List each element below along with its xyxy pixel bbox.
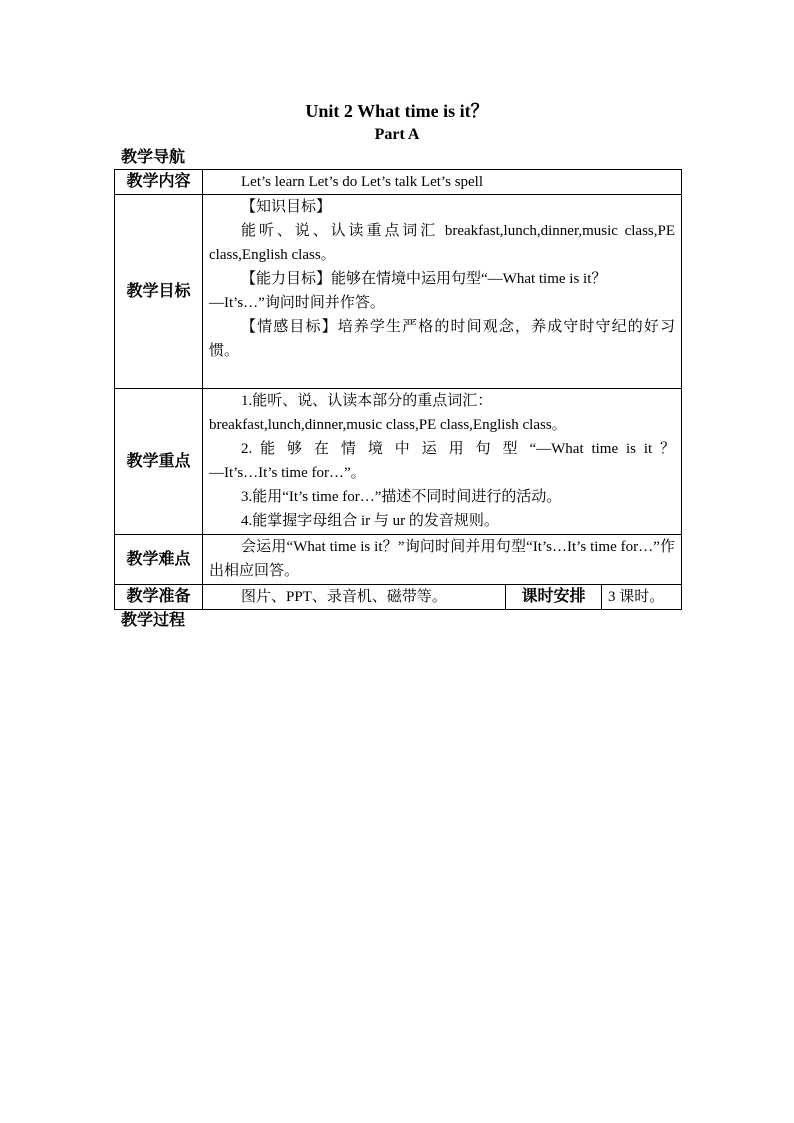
content-paragraph: Let’s learn Let’s do Let’s talk Let’s spell	[241, 174, 484, 190]
prep-paragraph: 图片、PPT、录音机、磁带等。	[241, 589, 447, 605]
document-title: Unit 2 What time is it？	[305, 101, 489, 121]
row-label-difficulty: 教学难点	[115, 535, 203, 585]
goals-ability-text: 【能力目标】能够在情境中运用句型“—What time is it？	[241, 271, 607, 287]
keypoint-3: 3.能用“It’s time for…”描述不同时间进行的活动。	[241, 489, 562, 505]
difficulty-text	[203, 535, 682, 585]
section-label-nav: 教学导航	[121, 149, 186, 166]
goals-knowledge-text: 能听、说、认读重点词汇 breakfast,lunch,dinner,music class,PE class,English class。	[209, 223, 676, 263]
lesson-plan-table	[114, 169, 682, 610]
difficulty-paragraph: 会运用“What time is it？”询问时间并用句型“It’s…It’s time for…”作出相应回答。	[209, 539, 676, 579]
keypoint-1: 1.能听、说、认读本部分的重点词汇：	[241, 393, 493, 409]
document-subtitle: Part A	[374, 126, 420, 143]
keypoint-2: 2. 能 够 在 情 境 中 运 用 句 型 “—What time is it ？	[241, 441, 676, 457]
keypoint-2-answer: —It’s…It’s time for…”。	[209, 465, 366, 481]
keypoints-text	[203, 389, 682, 535]
content-text	[203, 170, 682, 195]
goals-emotion-text: 【情感目标】培养学生严格的时间观念，养成守时守纪的好习惯。	[209, 319, 676, 359]
row-difficulty	[115, 535, 682, 585]
prep-text	[203, 585, 506, 610]
row-content	[115, 170, 682, 195]
row-label-content: 教学内容	[115, 170, 203, 195]
keypoint-4: 4.能掌握字母组合 ir 与 ur 的发音规则。	[241, 513, 499, 529]
goals-text	[203, 195, 682, 389]
section-label-process: 教学过程	[121, 612, 186, 629]
row-prep	[115, 585, 682, 610]
row-label-goals: 教学目标	[115, 195, 203, 389]
row-label-prep: 教学准备	[115, 585, 203, 610]
row-keypoints	[115, 389, 682, 535]
row-goals	[115, 195, 682, 389]
keypoint-1-words: breakfast,lunch,dinner,music class,PE class,English class。	[209, 417, 567, 433]
schedule-label: 课时安排	[506, 585, 602, 610]
row-label-keypoints: 教学重点	[115, 389, 203, 535]
schedule-value: 3 课时。	[602, 585, 682, 610]
goals-ability-answer: —It’s…”询问时间并作答。	[209, 295, 385, 311]
goals-knowledge-heading: 【知识目标】	[241, 199, 332, 215]
